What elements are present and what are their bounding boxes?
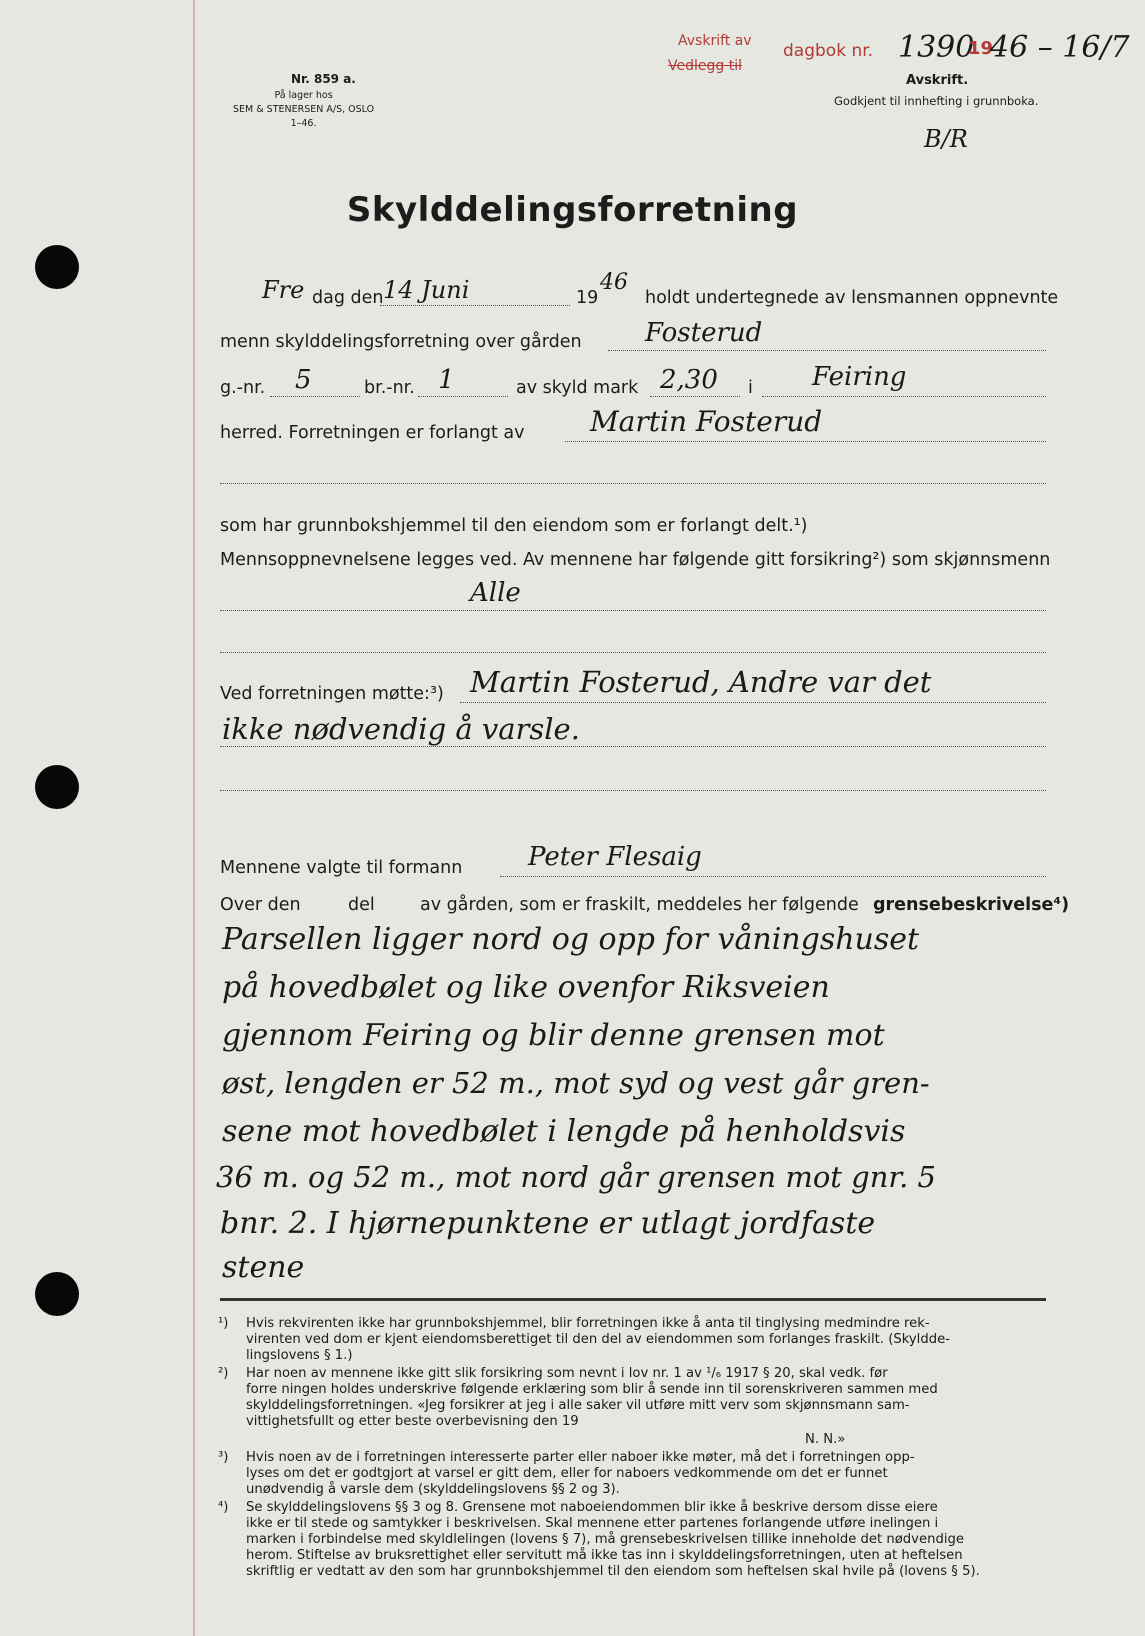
footnote-line: ikke er til stede og samtykker i beskrivelsen. Skal mennene etter partenes forlangende utføre inelingen i — [246, 1516, 939, 1531]
footnote-text — [246, 1366, 938, 1430]
label-motte: Ved forretningen møtte:³) — [220, 684, 444, 704]
stamp-avskrift-av: Avskrift av — [678, 33, 752, 49]
publisher-line: 1–46. — [290, 118, 317, 129]
dotted-line — [220, 790, 1046, 791]
handwritten-herred: Feiring — [812, 362, 907, 392]
footnote-mark: ¹) — [218, 1316, 229, 1331]
label-over-den: Over den — [220, 895, 301, 915]
text-grunnbokshjemmel: som har grunnbokshjemmel til den eiendom som er forlangt delt.¹) — [220, 516, 808, 536]
description-line: 36 m. og 52 m., mot nord går grensen mot gnr. 5 — [216, 1160, 936, 1194]
label-av-garden: av gården, som er fraskilt, meddeles her følgende — [420, 895, 859, 915]
handwritten-year: 46 — [600, 270, 628, 295]
dotted-line — [460, 702, 1046, 703]
label-grensebeskrivelse: grensebeskrivelse⁴) — [873, 895, 1070, 915]
footnote-line: lingslovens § 1.) — [246, 1348, 353, 1363]
handwritten-formann: Peter Flesaig — [528, 842, 702, 872]
punch-hole — [35, 245, 79, 289]
publisher-line: SEM & STENERSEN A/S, OSLO — [233, 104, 375, 115]
handwritten-year-date: 46 – 16/7 — [990, 30, 1130, 65]
label-skyld-mark: av skyld mark — [516, 378, 639, 398]
description-line: stene — [222, 1250, 305, 1285]
description-line: gjennom Feiring og blir denne grensen mot — [222, 1018, 885, 1053]
dotted-line — [380, 305, 570, 306]
dotted-line — [418, 396, 508, 397]
dotted-line — [220, 652, 1046, 653]
dotted-line — [220, 746, 1046, 747]
label-brnr: br.-nr. — [364, 378, 415, 398]
handwritten-farm-name: Fosterud — [645, 318, 763, 348]
footnote-line: Hvis noen av de i forretningen interesserte parter eller naboer ikke møter, må det i forretningen opp- — [246, 1450, 915, 1465]
description-line: Parsellen ligger nord og opp for våningshuset — [222, 922, 920, 957]
initials: B/R — [924, 125, 968, 153]
footnote-text — [246, 1316, 950, 1364]
publisher-line: På lager hos — [274, 90, 333, 101]
footnote-mark: ²) — [218, 1366, 229, 1381]
stamp-19: 19 — [968, 38, 994, 59]
footnote-signature: N. N.» — [805, 1432, 846, 1447]
footnote-line: herom. Stiftelse av bruksrettighet eller servitutt må ikke tas inn i skylddelingsforretningen, uten at heftelsen — [246, 1548, 963, 1563]
footnote-text — [246, 1500, 980, 1580]
dotted-line — [220, 610, 1046, 611]
margin-line — [193, 0, 195, 1636]
footnote-line: Se skylddelingslovens §§ 3 og 8. Grensene mot naboeiendommen blir ikke å beskrive dersom disse eiere — [246, 1500, 938, 1515]
stamp-vedlegg-til: Vedlegg til — [668, 58, 742, 74]
description-line: øst, lengden er 52 m., mot syd og vest går gren- — [222, 1066, 930, 1100]
label-dag-den: dag den — [312, 288, 384, 308]
dotted-line — [270, 396, 360, 397]
dotted-line — [650, 396, 740, 397]
handwritten-skyld: 2,30 — [660, 365, 718, 395]
handwritten-gnr: 5 — [295, 365, 312, 395]
form-number: Nr. 859 a. — [291, 72, 356, 86]
footnote-line: vittighetsfullt og etter beste overbevisning den 19 — [246, 1414, 579, 1429]
footnote-line: virenten ved dom er kjent eiendomsberettiget til den del av eiendommen som forlanges fraskilt. (Skyldde- — [246, 1332, 950, 1347]
handwritten-day: Fre — [262, 276, 305, 304]
footnote-line: Har noen av mennene ikke gitt slik forsikring som nevnt i lov nr. 1 av ¹/₆ 1917 § 20, skal vedk. før — [246, 1366, 888, 1381]
handwritten-requester: Martin Fosterud — [590, 405, 823, 438]
handwritten-attendees: Martin Fosterud, Andre var det — [470, 665, 932, 699]
handwritten-brnr: 1 — [438, 365, 455, 395]
text-mennsoppnevnelsene: Mennsoppnevnelsene legges ved. Av mennene har følgende gitt forsikring²) som skjønnsmenn — [220, 550, 1051, 570]
footnote-line: forre ningen holdes underskrive følgende erklæring som blir å sende inn til sorenskriveren sammen med — [246, 1382, 938, 1397]
dotted-line — [500, 876, 1046, 877]
footnote-rule — [220, 1298, 1046, 1301]
label-forlangt-av: herred. Forretningen er forlangt av — [220, 423, 525, 443]
label-formann: Mennene valgte til formann — [220, 858, 463, 878]
label-del: del — [348, 895, 375, 915]
footnote-mark: ³) — [218, 1450, 229, 1465]
footnote-line: marken i forbindelse med skyldlelingen (lovens § 7), må grensebeskrivelsen tillike inneholde det nødvendige — [246, 1532, 964, 1547]
punch-hole — [35, 765, 79, 809]
footnote-line: skylddelingsforretningen. «Jeg forsikrer at jeg i alle saker vil utføre mitt verv som skjønnsmann sam- — [246, 1398, 910, 1413]
stamp-dagbok: dagbok nr. — [783, 41, 874, 61]
handwritten-skjonnsmenn: Alle — [470, 578, 521, 608]
footnote-line: unødvendig å varsle dem (skylddelingslovens §§ 2 og 3). — [246, 1482, 620, 1497]
publisher-info — [233, 89, 374, 131]
dotted-line — [220, 483, 1046, 484]
label-gnr: g.-nr. — [220, 378, 266, 398]
label-19: 19 — [576, 288, 599, 308]
dotted-line — [565, 441, 1046, 442]
description-line: bnr. 2. I hjørnepunktene er utlagt jordfaste — [220, 1206, 876, 1241]
handwritten-attendees-cont: ikke nødvendig å varsle. — [222, 712, 580, 746]
label-skylddeling-over: menn skylddelingsforretning over gården — [220, 332, 582, 352]
punch-hole — [35, 1272, 79, 1316]
dotted-line — [762, 396, 1046, 397]
description-line: på hovedbølet og like ovenfor Riksveien — [222, 970, 830, 1005]
label-holdt: holdt undertegnede av lensmannen oppnevnte — [645, 288, 1059, 308]
dagbok-number: 1390 — [898, 30, 975, 65]
avskrift-label: Avskrift. — [906, 73, 969, 88]
label-i: i — [748, 378, 753, 398]
footnote-line: Hvis rekvirenten ikke har grunnbokshjemmel, blir forretningen ikke å anta til tinglysing medmindre rek- — [246, 1316, 930, 1331]
footnote-line: skriftlig er vedtatt av den som har grunnbokshjemmel til den eiendom som heftelsen skal hvile på (lovens § 5). — [246, 1564, 980, 1579]
footnote-line: lyses om det er godtgjort at varsel er gitt dem, eller for naboers vedkommende om det er funnet — [246, 1466, 888, 1481]
footnote-text — [246, 1450, 915, 1498]
page-title: Skylddelingsforretning — [346, 190, 799, 230]
godkjent-text: Godkjent til innhefting i grunnboka. — [834, 94, 1039, 108]
description-line: sene mot hovedbølet i lengde på henholdsvis — [222, 1114, 906, 1149]
handwritten-date: 14 Juni — [383, 276, 470, 304]
footnote-mark: ⁴) — [218, 1500, 229, 1515]
dotted-line — [608, 350, 1046, 351]
